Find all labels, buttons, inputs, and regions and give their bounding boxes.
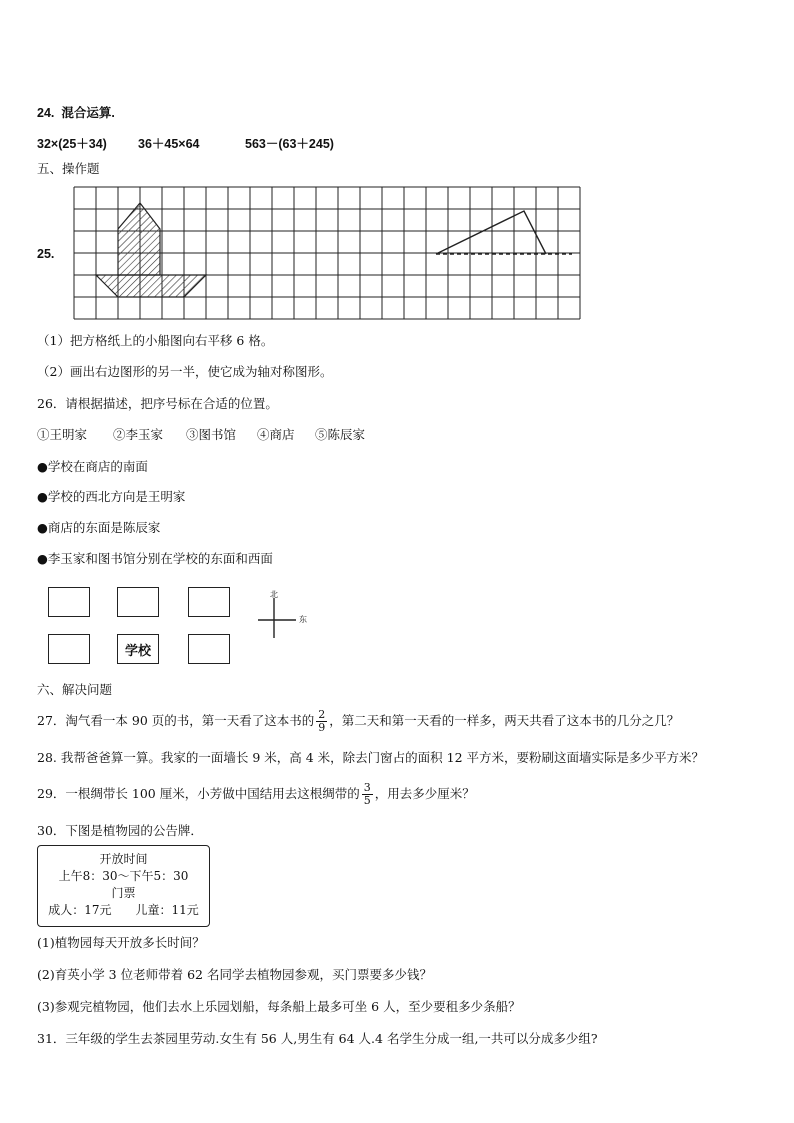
q30-sub-2: (2)育英小学 3 位老师带着 62 名同学去植物园参观，买门票要多少钱？ [37,967,432,982]
q30-sub-3: (3)参观完植物园，他们去水上乐园划船，每条船上最多可坐 6 人，至少要租多少条船？ [37,999,521,1014]
compass-east-label: 东 [299,615,307,624]
notice-board [37,845,210,927]
q24-title: 24. 混合运算. [37,106,115,120]
q26-clue-3: ●商店的东面是陈辰家 [37,520,161,535]
q26-option-1: ①王明家 [37,427,88,442]
position-box-bottom-right[interactable] [188,634,230,664]
half-triangle-shape [436,211,572,254]
notice-hours: 上午8：30～下午5：30 [58,869,189,883]
position-box-top-left[interactable] [48,587,90,617]
q27-fraction: $\frac{2}{9}$ [318,708,326,734]
section-5-heading: 五、操作题 [37,161,100,176]
compass-north-label: 北 [270,590,278,599]
q26-option-5: ⑤陈辰家 [315,427,366,442]
q24-expr-2: 36＋45×64 [138,137,200,151]
q26-option-2: ②李玉家 [113,427,164,442]
position-box-bottom-left[interactable] [48,634,90,664]
q30-title: 30．下图是植物园的公告牌． [37,823,203,838]
q31: 31．三年级的学生去茶园里劳动.女生有 56 人,男生有 64 人.4 名学生分成一组,一共可以分成多少组? [37,1031,598,1046]
notice-ticket-heading: 门票 [111,886,136,900]
position-box-top-right[interactable] [188,587,230,617]
q30-sub-1: (1)植物园每天开放多长时间？ [37,935,205,950]
boat-shape [96,203,206,297]
q28: 28. 我帮爸爸算一算。我家的一面墙长 9 米，高 4 米，除去门窗占的面积 12 平方米，要粉刷这面墙实际是多少平方米？ [37,750,705,765]
position-box-top-middle[interactable] [117,587,159,617]
q25-task-1: （1）把方格纸上的小船图向右平移 6 格。 [37,333,274,348]
q26-clue-2: ●学校的西北方向是王明家 [37,489,186,504]
q26-option-3: ③图书馆 [186,427,237,442]
q25-task-2: （2）画出右边图形的另一半，使它成为轴对称图形。 [37,364,333,379]
notice-hours-heading: 开放时间 [99,852,148,866]
q26-clue-1: ●学校在商店的南面 [37,459,148,474]
q26-title: 26．请根据描述，把序号标在合适的位置。 [37,396,278,411]
q26-clue-4: ●李玉家和图书馆分别在学校的东面和西面 [37,551,273,566]
q29: 29．一根绸带长 100 厘米，小芳做中国结用去这根绸带的 $\frac{3}{5}$ ，用去多少厘米？ [37,781,475,807]
school-label: 学校 [124,642,151,658]
q25-number: 25. [37,247,55,261]
school-box [117,634,159,664]
q24-expr-1: 32×(25＋34) [37,137,107,151]
q27: 27．淘气看一本 90 页的书，第一天看了这本书的 $\frac{2}{9}$ ，第二天和第一天看的一样多，两天共看了这本书的几分之几？ [37,708,680,734]
q26-option-4: ④商店 [257,427,295,442]
notice-prices: 成人：17元 儿童：11元 [48,903,199,917]
section-6-heading: 六、解决问题 [37,682,113,697]
q24-expr-3: 563－(63＋245) [245,137,334,151]
grid-figure [70,183,595,323]
q29-fraction: $\frac{3}{5}$ [363,781,371,807]
